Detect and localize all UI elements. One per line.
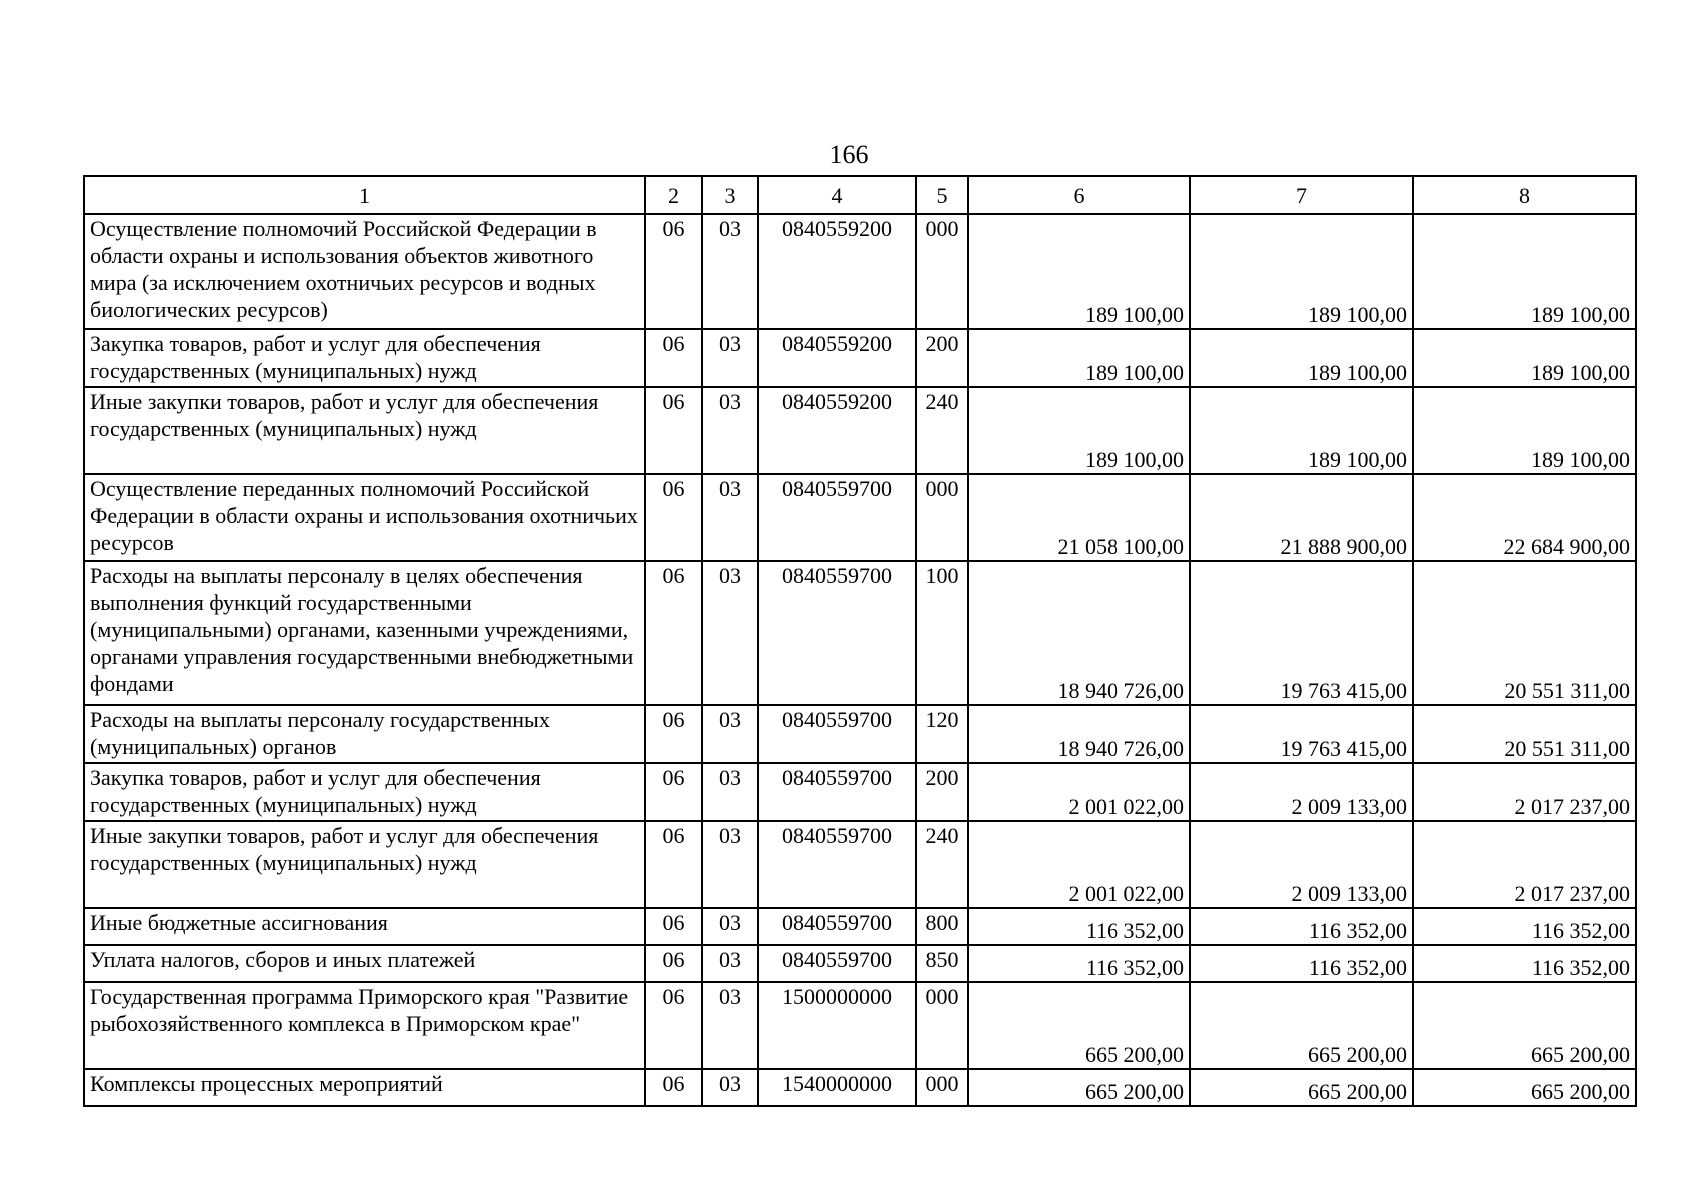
target-article-code: 0840559700	[758, 705, 916, 763]
amount-col6: 189 100,00	[968, 329, 1190, 387]
target-article-code: 0840559700	[758, 908, 916, 945]
amount-col7: 189 100,00	[1190, 387, 1413, 474]
section-code: 06	[645, 1069, 702, 1106]
row-description: Комплексы процессных мероприятий	[84, 1069, 645, 1106]
row-description: Иные закупки товаров, работ и услуг для обеспечения государственных (муниципальных) нужд	[84, 387, 645, 474]
column-header: 2	[645, 176, 702, 214]
target-article-code: 0840559200	[758, 214, 916, 329]
table-row	[84, 945, 1636, 982]
row-description: Осуществление переданных полномочий Российской Федерации в области охраны и использования охотничьих ресурсов	[84, 474, 645, 561]
subsection-code: 03	[702, 763, 758, 821]
amount-col7: 116 352,00	[1190, 945, 1413, 982]
subsection-code: 03	[702, 329, 758, 387]
amount-col8: 20 551 311,00	[1413, 561, 1636, 705]
amount-col6: 18 940 726,00	[968, 705, 1190, 763]
table-row	[84, 821, 1636, 908]
table-row	[84, 561, 1636, 705]
amount-col6: 21 058 100,00	[968, 474, 1190, 561]
expense-type-code: 240	[916, 387, 968, 474]
expense-type-code: 120	[916, 705, 968, 763]
amount-col7: 21 888 900,00	[1190, 474, 1413, 561]
amount-col7: 189 100,00	[1190, 329, 1413, 387]
section-code: 06	[645, 474, 702, 561]
amount-col8: 2 017 237,00	[1413, 763, 1636, 821]
amount-col8: 2 017 237,00	[1413, 821, 1636, 908]
row-description: Закупка товаров, работ и услуг для обеспечения государственных (муниципальных) нужд	[84, 763, 645, 821]
row-description: Расходы на выплаты персоналу государственных (муниципальных) органов	[84, 705, 645, 763]
budget-table	[83, 175, 1637, 1107]
amount-col7: 116 352,00	[1190, 908, 1413, 945]
subsection-code: 03	[702, 214, 758, 329]
subsection-code: 03	[702, 387, 758, 474]
section-code: 06	[645, 329, 702, 387]
amount-col7: 665 200,00	[1190, 982, 1413, 1069]
expense-type-code: 800	[916, 908, 968, 945]
target-article-code: 0840559700	[758, 474, 916, 561]
amount-col8: 189 100,00	[1413, 387, 1636, 474]
amount-col8: 189 100,00	[1413, 214, 1636, 329]
table-row	[84, 982, 1636, 1069]
table-row	[84, 763, 1636, 821]
row-description: Уплата налогов, сборов и иных платежей	[84, 945, 645, 982]
amount-col7: 19 763 415,00	[1190, 705, 1413, 763]
subsection-code: 03	[702, 561, 758, 705]
table-row	[84, 329, 1636, 387]
expense-type-code: 200	[916, 763, 968, 821]
column-header: 4	[758, 176, 916, 214]
amount-col6: 189 100,00	[968, 214, 1190, 329]
target-article-code: 0840559200	[758, 387, 916, 474]
row-description: Осуществление полномочий Российской Федерации в области охраны и использования объектов животного мира (за исключением охотничьих ресурсов и водных биологических ресурсов)	[84, 214, 645, 329]
subsection-code: 03	[702, 1069, 758, 1106]
amount-col7: 19 763 415,00	[1190, 561, 1413, 705]
amount-col6: 665 200,00	[968, 982, 1190, 1069]
section-code: 06	[645, 945, 702, 982]
amount-col8: 665 200,00	[1413, 1069, 1636, 1106]
target-article-code: 0840559200	[758, 329, 916, 387]
section-code: 06	[645, 763, 702, 821]
amount-col8: 116 352,00	[1413, 945, 1636, 982]
amount-col6: 116 352,00	[968, 908, 1190, 945]
section-code: 06	[645, 214, 702, 329]
amount-col7: 2 009 133,00	[1190, 763, 1413, 821]
subsection-code: 03	[702, 982, 758, 1069]
table-row	[84, 387, 1636, 474]
amount-col8: 22 684 900,00	[1413, 474, 1636, 561]
target-article-code: 0840559700	[758, 945, 916, 982]
target-article-code: 0840559700	[758, 561, 916, 705]
table-row	[84, 908, 1636, 945]
section-code: 06	[645, 821, 702, 908]
row-description: Государственная программа Приморского края "Развитие рыбохозяйственного комплекса в Приморском крае"	[84, 982, 645, 1069]
expense-type-code: 200	[916, 329, 968, 387]
column-header: 8	[1413, 176, 1636, 214]
subsection-code: 03	[702, 908, 758, 945]
table-row	[84, 1069, 1636, 1106]
section-code: 06	[645, 705, 702, 763]
subsection-code: 03	[702, 821, 758, 908]
page-number: 166	[829, 140, 869, 169]
section-code: 06	[645, 982, 702, 1069]
amount-col6: 2 001 022,00	[968, 763, 1190, 821]
row-description: Закупка товаров, работ и услуг для обеспечения государственных (муниципальных) нужд	[84, 329, 645, 387]
expense-type-code: 000	[916, 982, 968, 1069]
target-article-code: 0840559700	[758, 821, 916, 908]
section-code: 06	[645, 387, 702, 474]
section-code: 06	[645, 561, 702, 705]
amount-col6: 18 940 726,00	[968, 561, 1190, 705]
target-article-code: 0840559700	[758, 763, 916, 821]
amount-col8: 189 100,00	[1413, 329, 1636, 387]
expense-type-code: 100	[916, 561, 968, 705]
row-description: Иные бюджетные ассигнования	[84, 908, 645, 945]
expense-type-code: 000	[916, 474, 968, 561]
expense-type-code: 240	[916, 821, 968, 908]
table-row	[84, 705, 1636, 763]
target-article-code: 1540000000	[758, 1069, 916, 1106]
amount-col6: 2 001 022,00	[968, 821, 1190, 908]
table-row	[84, 474, 1636, 561]
column-header: 6	[968, 176, 1190, 214]
amount-col8: 116 352,00	[1413, 908, 1636, 945]
amount-col8: 20 551 311,00	[1413, 705, 1636, 763]
amount-col6: 665 200,00	[968, 1069, 1190, 1106]
header-row	[84, 176, 1636, 214]
expense-type-code: 850	[916, 945, 968, 982]
subsection-code: 03	[702, 474, 758, 561]
subsection-code: 03	[702, 945, 758, 982]
column-header: 5	[916, 176, 968, 214]
expense-type-code: 000	[916, 214, 968, 329]
amount-col7: 665 200,00	[1190, 1069, 1413, 1106]
subsection-code: 03	[702, 705, 758, 763]
amount-col8: 665 200,00	[1413, 982, 1636, 1069]
table-row	[84, 214, 1636, 329]
column-header: 3	[702, 176, 758, 214]
expense-type-code: 000	[916, 1069, 968, 1106]
target-article-code: 1500000000	[758, 982, 916, 1069]
amount-col7: 2 009 133,00	[1190, 821, 1413, 908]
column-header: 1	[84, 176, 645, 214]
amount-col6: 116 352,00	[968, 945, 1190, 982]
column-header: 7	[1190, 176, 1413, 214]
row-description: Иные закупки товаров, работ и услуг для обеспечения государственных (муниципальных) нужд	[84, 821, 645, 908]
row-description: Расходы на выплаты персоналу в целях обеспечения выполнения функций государственными (муниципальными) органами, казенными учреждениями, органами управления государственными внебюджетными фондами	[84, 561, 645, 705]
section-code: 06	[645, 908, 702, 945]
amount-col6: 189 100,00	[968, 387, 1190, 474]
amount-col7: 189 100,00	[1190, 214, 1413, 329]
